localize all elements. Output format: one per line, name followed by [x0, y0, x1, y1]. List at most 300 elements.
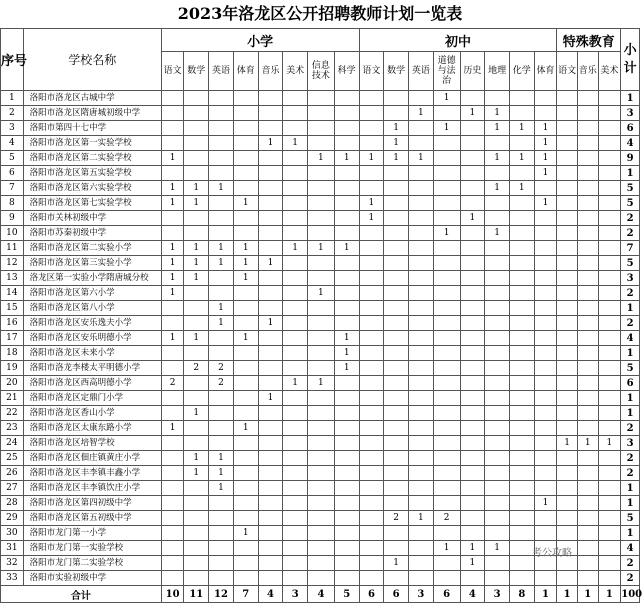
- subject-count: [184, 526, 209, 541]
- table-row: [1, 571, 640, 586]
- subject-count: [557, 511, 578, 526]
- subject-count: [334, 181, 359, 196]
- row-number: 27: [1, 481, 24, 496]
- subject-count: [460, 121, 485, 136]
- subject-count: [184, 226, 209, 241]
- subject-count: [577, 316, 598, 331]
- subject-count: [409, 211, 434, 226]
- subject-count: [577, 241, 598, 256]
- subject-count: [359, 106, 384, 121]
- subject-count: 1: [161, 181, 184, 196]
- subject-count: [209, 421, 234, 436]
- subject-count: [577, 511, 598, 526]
- subject-count: [557, 286, 578, 301]
- row-total: 3: [621, 106, 640, 121]
- subject-count: [258, 106, 283, 121]
- row-total: 4: [621, 541, 640, 556]
- seq-header: 序号: [1, 29, 24, 91]
- subject-count: [209, 496, 234, 511]
- subject-count: [598, 496, 621, 511]
- school-name: 洛阳市洛龙区第五初级中学: [23, 511, 161, 526]
- subject-count: [209, 121, 234, 136]
- subject-count: [308, 346, 335, 361]
- school-name: 洛阳市洛龙区西高明德小学: [23, 376, 161, 391]
- subject-count: [409, 541, 434, 556]
- subject-count: 2: [209, 376, 234, 391]
- subject-count: [409, 526, 434, 541]
- subject-count: 1: [209, 181, 234, 196]
- column-total: 1: [577, 586, 598, 603]
- subject-count: 1: [209, 316, 234, 331]
- subject-count: [557, 91, 578, 106]
- subject-count: [598, 541, 621, 556]
- subject-count: 1: [184, 331, 209, 346]
- subject-count: 1: [509, 151, 534, 166]
- subject-count: [433, 301, 460, 316]
- subject-count: [534, 91, 557, 106]
- subject-count: [433, 136, 460, 151]
- subject-count: [598, 316, 621, 331]
- table-row: [1, 256, 640, 271]
- subject-count: [258, 331, 283, 346]
- subject-count: [557, 406, 578, 421]
- subject-count: [283, 406, 308, 421]
- row-total: 9: [621, 151, 640, 166]
- row-total: 4: [621, 331, 640, 346]
- subject-count: [557, 256, 578, 271]
- subject-count: [209, 136, 234, 151]
- subject-count: 1: [233, 256, 258, 271]
- subject-count: [184, 541, 209, 556]
- subject-count: [460, 466, 485, 481]
- row-total: 1: [621, 166, 640, 181]
- subject-count: [598, 136, 621, 151]
- row-total: 2: [621, 226, 640, 241]
- subject-count: 1: [258, 136, 283, 151]
- subject-count: [334, 106, 359, 121]
- subject-count: [509, 361, 534, 376]
- subject-count: [409, 196, 434, 211]
- subject-count: [334, 121, 359, 136]
- subject-count: 1: [233, 526, 258, 541]
- subject-count: [233, 451, 258, 466]
- school-name: 洛阳市洛龙区安乐逸夫小学: [23, 316, 161, 331]
- subject-count: [485, 166, 510, 181]
- subject-count: [209, 331, 234, 346]
- subject-count: [384, 541, 409, 556]
- school-name: 洛阳市洛龙区定鼎门小学: [23, 391, 161, 406]
- subject-count: [598, 166, 621, 181]
- group-middle: 初中: [359, 29, 557, 52]
- school-name: 洛阳市洛龙区古城中学: [23, 91, 161, 106]
- subject-count: [209, 391, 234, 406]
- subject-count: [258, 421, 283, 436]
- subject-count: [534, 286, 557, 301]
- row-number: 26: [1, 466, 24, 481]
- subject-count: [258, 241, 283, 256]
- subject-count: 1: [460, 211, 485, 226]
- subject-count: [460, 391, 485, 406]
- subject-count: [598, 511, 621, 526]
- subject-count: 2: [209, 361, 234, 376]
- subject-count: [460, 571, 485, 586]
- row-total: 1: [621, 391, 640, 406]
- subject-count: [359, 436, 384, 451]
- subject-count: [233, 571, 258, 586]
- row-total: 1: [621, 496, 640, 511]
- subject-count: [534, 346, 557, 361]
- subject-count: [598, 151, 621, 166]
- subject-count: [283, 391, 308, 406]
- subject-count: [460, 256, 485, 271]
- subject-count: [577, 211, 598, 226]
- subject-count: [577, 196, 598, 211]
- subject-count: [258, 226, 283, 241]
- subject-count: [534, 181, 557, 196]
- school-name: 洛龙区第一实验小学隋唐城分校: [23, 271, 161, 286]
- subject-count: [577, 466, 598, 481]
- table-row: [1, 316, 640, 331]
- subject-count: [384, 211, 409, 226]
- subject-count: [308, 541, 335, 556]
- subject-count: [359, 496, 384, 511]
- subject-count: 1: [209, 451, 234, 466]
- row-number: 33: [1, 571, 24, 586]
- subject-count: [509, 496, 534, 511]
- subject-count: [359, 316, 384, 331]
- subject-count: [258, 181, 283, 196]
- subject-count: [359, 376, 384, 391]
- subject-count: [308, 91, 335, 106]
- row-total: 5: [621, 196, 640, 211]
- subject-count: 1: [460, 106, 485, 121]
- row-number: 11: [1, 241, 24, 256]
- subject-count: [308, 526, 335, 541]
- subject-count: [534, 271, 557, 286]
- column-total: 1: [534, 586, 557, 603]
- subject-count: [233, 481, 258, 496]
- subject-count: [308, 196, 335, 211]
- subject-count: [509, 466, 534, 481]
- subject-count: [460, 316, 485, 331]
- subject-count: [557, 376, 578, 391]
- subject-count: [485, 301, 510, 316]
- subject-count: [409, 286, 434, 301]
- subject-count: [233, 376, 258, 391]
- subject-count: [460, 241, 485, 256]
- subject-count: [384, 91, 409, 106]
- subject-count: [509, 571, 534, 586]
- subject-count: [308, 121, 335, 136]
- subject-count: 1: [308, 151, 335, 166]
- subject-count: [283, 226, 308, 241]
- subject-count: [557, 226, 578, 241]
- subject-count: [485, 271, 510, 286]
- subject-count: 1: [534, 496, 557, 511]
- school-name: 洛阳市洛龙区第八小学: [23, 301, 161, 316]
- subject-count: [409, 481, 434, 496]
- subject-count: [359, 241, 384, 256]
- subject-count: [233, 211, 258, 226]
- subject-count: [557, 301, 578, 316]
- subject-count: 1: [433, 91, 460, 106]
- subject-count: 1: [283, 376, 308, 391]
- subject-count: [233, 391, 258, 406]
- subject-count: [433, 436, 460, 451]
- row-number: 23: [1, 421, 24, 436]
- subject-count: [485, 436, 510, 451]
- subject-count: [384, 316, 409, 331]
- subject-count: [384, 436, 409, 451]
- subject-count: [433, 556, 460, 571]
- subject-count: [598, 271, 621, 286]
- subject-count: [460, 436, 485, 451]
- row-number: 25: [1, 451, 24, 466]
- school-name: 洛阳市洛龙区第四初级中学: [23, 496, 161, 511]
- subject-count: [283, 196, 308, 211]
- subject-count: 1: [460, 541, 485, 556]
- subject-count: [409, 571, 434, 586]
- subject-count: [334, 541, 359, 556]
- subject-count: [460, 181, 485, 196]
- subject-count: [409, 466, 434, 481]
- subject-count: [433, 181, 460, 196]
- subject-count: [184, 436, 209, 451]
- subject-count: [485, 256, 510, 271]
- subject-count: [598, 376, 621, 391]
- subject-count: [334, 391, 359, 406]
- subject-count: [334, 196, 359, 211]
- subject-count: [598, 241, 621, 256]
- subject-count: [184, 571, 209, 586]
- subject-count: [557, 106, 578, 121]
- subject-count: [233, 511, 258, 526]
- subject-count: [460, 406, 485, 421]
- subject-count: [509, 421, 534, 436]
- subject-count: [308, 226, 335, 241]
- recruitment-table: [0, 28, 640, 603]
- subject-count: [577, 406, 598, 421]
- subject-count: [308, 181, 335, 196]
- subject-count: [283, 496, 308, 511]
- subject-count: [384, 301, 409, 316]
- subject-count: [577, 166, 598, 181]
- row-number: 3: [1, 121, 24, 136]
- school-name: 洛阳市洛龙区香山小学: [23, 406, 161, 421]
- school-header: 学校名称: [23, 29, 161, 91]
- special-subject-header: 美术: [598, 52, 621, 91]
- subject-count: [460, 331, 485, 346]
- subject-count: [460, 271, 485, 286]
- table-row: [1, 376, 640, 391]
- subject-count: [557, 361, 578, 376]
- subject-count: [509, 286, 534, 301]
- subject-count: [334, 421, 359, 436]
- subject-count: [384, 406, 409, 421]
- subject-count: [509, 136, 534, 151]
- subject-count: [557, 346, 578, 361]
- subject-count: [258, 496, 283, 511]
- subject-count: [308, 406, 335, 421]
- subject-count: [258, 541, 283, 556]
- subject-count: [283, 286, 308, 301]
- row-total: 1: [621, 481, 640, 496]
- subject-count: [283, 166, 308, 181]
- row-total: 2: [621, 571, 640, 586]
- subject-count: 1: [534, 136, 557, 151]
- subject-count: 1: [334, 361, 359, 376]
- subject-count: [485, 526, 510, 541]
- subject-count: [359, 121, 384, 136]
- school-name: 洛阳市洛龙区佃庄镇黄庄小学: [23, 451, 161, 466]
- subject-count: [534, 331, 557, 346]
- subject-count: [460, 481, 485, 496]
- subject-count: 1: [334, 151, 359, 166]
- subject-count: [334, 91, 359, 106]
- subject-count: [161, 121, 184, 136]
- table-row: [1, 496, 640, 511]
- subject-count: [384, 466, 409, 481]
- school-name: 洛阳市洛龙区第一实验学校: [23, 136, 161, 151]
- subject-count: [433, 271, 460, 286]
- column-total: 10: [161, 586, 184, 603]
- subject-count: 2: [433, 511, 460, 526]
- subject-count: [534, 256, 557, 271]
- subject-count: [184, 376, 209, 391]
- subject-count: [433, 241, 460, 256]
- row-number: 4: [1, 136, 24, 151]
- subject-count: [433, 151, 460, 166]
- subject-count: [233, 151, 258, 166]
- school-name: 洛阳市洛龙区第七实验学校: [23, 196, 161, 211]
- subject-count: [485, 286, 510, 301]
- subject-count: [577, 481, 598, 496]
- subject-count: [184, 556, 209, 571]
- row-total: 2: [621, 421, 640, 436]
- subject-count: 1: [161, 421, 184, 436]
- subject-count: [359, 481, 384, 496]
- subject-count: [509, 481, 534, 496]
- subject-count: [485, 556, 510, 571]
- subject-count: [409, 316, 434, 331]
- subject-count: [557, 181, 578, 196]
- column-total: 1: [557, 586, 578, 603]
- subject-count: [534, 361, 557, 376]
- subject-count: [485, 481, 510, 496]
- subject-count: 1: [359, 196, 384, 211]
- subject-count: [283, 451, 308, 466]
- table-row: [1, 136, 640, 151]
- subject-count: [384, 271, 409, 286]
- subject-count: [577, 106, 598, 121]
- subject-count: [283, 256, 308, 271]
- subject-count: [384, 361, 409, 376]
- subject-count: 1: [258, 316, 283, 331]
- subject-count: [209, 556, 234, 571]
- subject-count: [534, 451, 557, 466]
- subject-count: [577, 91, 598, 106]
- subject-count: 1: [485, 181, 510, 196]
- subject-count: [209, 406, 234, 421]
- subject-count: [283, 361, 308, 376]
- subject-count: [460, 226, 485, 241]
- subject-count: [184, 166, 209, 181]
- subject-count: [598, 451, 621, 466]
- subject-count: [598, 211, 621, 226]
- subject-count: [598, 106, 621, 121]
- subject-count: 1: [534, 196, 557, 211]
- row-number: 30: [1, 526, 24, 541]
- subject-count: [460, 196, 485, 211]
- subject-count: [308, 256, 335, 271]
- subject-count: [534, 526, 557, 541]
- column-total: 3: [485, 586, 510, 603]
- subject-count: 1: [334, 331, 359, 346]
- subject-count: [509, 196, 534, 211]
- subject-count: [433, 496, 460, 511]
- subject-count: [460, 286, 485, 301]
- subject-count: [509, 346, 534, 361]
- subject-count: [334, 451, 359, 466]
- subject-count: [384, 106, 409, 121]
- subject-count: 1: [308, 241, 335, 256]
- subject-count: 1: [161, 271, 184, 286]
- subject-count: [557, 211, 578, 226]
- subject-count: [233, 346, 258, 361]
- subject-count: [433, 391, 460, 406]
- subject-count: [233, 301, 258, 316]
- subject-count: [161, 316, 184, 331]
- subject-count: [433, 256, 460, 271]
- subject-count: 1: [233, 241, 258, 256]
- subject-count: [184, 211, 209, 226]
- subject-count: 1: [485, 151, 510, 166]
- subject-count: [184, 511, 209, 526]
- subject-count: [485, 376, 510, 391]
- subject-count: [209, 166, 234, 181]
- subject-count: [509, 376, 534, 391]
- subject-count: [433, 331, 460, 346]
- subject-count: [283, 466, 308, 481]
- subject-count: 1: [433, 226, 460, 241]
- subject-count: [334, 226, 359, 241]
- subject-count: [509, 451, 534, 466]
- row-number: 22: [1, 406, 24, 421]
- subject-count: [534, 106, 557, 121]
- subject-count: [485, 346, 510, 361]
- subject-count: [161, 571, 184, 586]
- subject-count: [184, 496, 209, 511]
- school-name: 洛阳市洛龙区第二实验学校: [23, 151, 161, 166]
- subject-count: [409, 241, 434, 256]
- subject-count: [433, 106, 460, 121]
- subject-count: [409, 346, 434, 361]
- subject-count: [359, 556, 384, 571]
- row-number: 6: [1, 166, 24, 181]
- subject-count: [334, 376, 359, 391]
- school-name: 洛阳市洛龙区太康东路小学: [23, 421, 161, 436]
- subject-count: [534, 241, 557, 256]
- subject-count: [509, 556, 534, 571]
- subject-count: [557, 331, 578, 346]
- subject-count: [557, 526, 578, 541]
- table-row: [1, 196, 640, 211]
- subject-count: [433, 421, 460, 436]
- subject-count: [557, 241, 578, 256]
- row-total: 5: [621, 361, 640, 376]
- column-total: 4: [258, 586, 283, 603]
- subject-count: [258, 271, 283, 286]
